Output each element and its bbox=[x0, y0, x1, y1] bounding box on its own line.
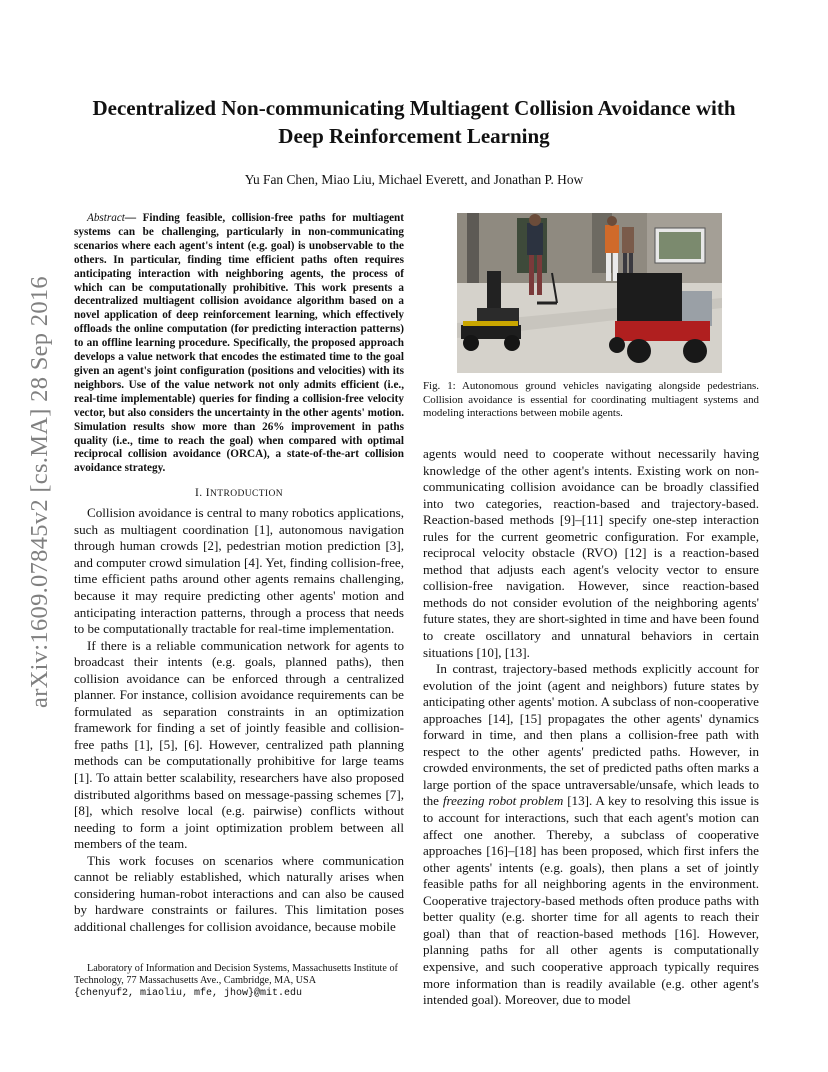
figure-1-photo bbox=[457, 213, 722, 373]
robots-photo-illustration bbox=[457, 213, 722, 373]
right-column-text bbox=[423, 446, 759, 1009]
section-name-rest: NTRODUCTION bbox=[210, 489, 284, 500]
paper-title: Decentralized Non-communicating Multiagent Collision Avoidance with Deep Reinforcement Learning bbox=[92, 96, 736, 148]
section-name-first: I bbox=[205, 487, 210, 500]
section-heading-introduction bbox=[74, 487, 404, 499]
abstract: Abstract— Finding feasible, collision-free paths for multiagent systems can be challenging, particularly in non-communicating scenarios where each agent's intent (e.g. goal) is unobservable to the others. In particular, finding time efficient paths often requires anticipating interaction with neighboring agents, the process of which can be computationally prohibitive. This work presents a decentralized multiagent collision avoidance algorithm based on a novel application of deep reinforcement learning, which effectively offloads the online computation (for predicting interaction patterns) to an offline learning procedure. Specifically, the proposed approach develops a value network that encodes the estimated time to the goal given an agent's joint configuration (positions and velocities) with its neighbors. Use of the value network not only admits efficient (i.e., real-time implementable) queries for finding a collision-free velocity vector, but also considers the uncertainty in the other agents' motion. Simulation results show more than 26% improvement in paths quality (i.e., time to reach the goal) when compared with optimal reciprocal collision avoidance (ORCA), a state-of-the-art collision avoidance strategy. bbox=[74, 212, 405, 475]
left-column bbox=[74, 212, 404, 935]
right-paragraph-2-end: [13]. A key to resolving this issue is to account for interactions, such that each agent's motion can affect one another. Thereby, a subclass of cooperative approaches [16]–[18] has been proposed, which first infers the other agents' intents (e.g. goals), then plans a set of jointly feasible paths for all neighboring agents in the environment. Cooperative trajectory-based methods often produce paths with better quality (e.g. shorter time for all agents to reach their goal) than that of reaction-based methods [16]. However, planning paths for all other agents is computationally expensive, and such cooperative approach typically requires more information than is readily available (e.g. other agent's intended goal). Moreover, due to model bbox=[423, 793, 759, 1008]
section-number: I. bbox=[194, 487, 203, 500]
arxiv-stamp bbox=[20, 262, 60, 722]
affiliation-emails: {chenyuf2, miaoliu, mfe, jhow}@mit.edu bbox=[74, 987, 303, 999]
affiliation-footnote bbox=[74, 963, 404, 1000]
intro-paragraph-1: Collision avoidance is central to many robotics applications, such as multiagent coordination [1], autonomous navigation through human crowds [2], pedestrian motion prediction [3], and computer crowd simulation [4]. Yet, finding collision-free, time efficient paths around other agents remains challenging, because it may require predicting other agents' motion and anticipating interaction patterns, through a process that needs to be computationally tractable for real-time implementation. bbox=[74, 505, 404, 637]
paper-authors: Yu Fan Chen, Miao Liu, Michael Everett, and Jonathan P. How bbox=[244, 172, 584, 187]
freezing-robot-term: freezing robot problem bbox=[442, 793, 564, 809]
right-paragraph-2 bbox=[423, 661, 759, 1008]
arxiv-stamp-text: arXiv:1609.07845v2 [cs.MA] 28 Sep 2016 bbox=[26, 276, 53, 708]
figure-1-caption: Fig. 1: Autonomous ground vehicles navigating alongside pedestrians. Collision avoidance is essential for coordinating multiagent systems and modeling interactions between mobile agents. bbox=[423, 380, 759, 420]
intro-paragraph-3: This work focuses on scenarios where communication cannot be reliably established, which naturally arises when considering human-robot interactions and can also be caused by hardware constraints or failures. This limitation poses additional challenges for collision avoidance, because mobile bbox=[74, 852, 404, 934]
right-paragraph-2-start: In contrast, trajectory-based methods explicitly account for evolution of the joint (agent and neighbors) future states by anticipating other agents' motion. A subclass of non-cooperative approaches [14], [15] propagates the other agents' dynamics forward in time, and then plans a collision-free path with respect to the other agents' predicted paths. However, in crowded environments, the set of predicted paths often marks a large portion of the space untraversable/unsafe, which leads to the bbox=[423, 661, 759, 809]
intro-paragraph-2: If there is a reliable communication network for agents to broadcast their intents (e.g. goals, planned paths), then collision avoidance can be enforced through a centralized planner. For instance, collision avoidance requirements can be formulated as separation constraints in an optimization framework for finding a set of jointly feasible and collision-free paths [1], [5], [6]. However, centralized path planning methods can be computationally prohibitive for large teams [1]. To attain better scalability, researchers have also proposed distributed algorithms based on message-passing schemes [7], [8], which resolve local (e.g. pairwise) conflicts without needing to form a joint optimization problem between all members of the team. bbox=[74, 637, 404, 852]
right-paragraph-1: agents would need to cooperate without necessarily having knowledge of the other agent's intents. Existing work on non-communicating collision avoidance can be broadly classified into two categories, reaction-based and trajectory-based. Reaction-based methods [9]–[11] specify one-step interaction rules for the current geometric configuration. For example, reciprocal velocity obstacle (RVO) [12] is a reaction-based method that adjusts each agent's velocity vector to ensure collision-free navigation. However, since reaction-based methods do not consider evolution of the neighboring agents' future states, they are short-sighted in time and have been found to create oscillatory and unnatural behaviors in certain situations [10], [13]. bbox=[423, 446, 759, 660]
abstract-text: Finding feasible, collision-free paths for multiagent systems can be challenging, particularly in non-communicating scenarios where each agent's intent (e.g. goal) is unobservable to the others. In particular, finding time efficient paths often requires anticipating interaction with neighboring agents, the process of which can be computationally prohibitive. This work presents a decentralized multiagent collision avoidance algorithm based on a novel application of deep reinforcement learning, which effectively offloads the online computation (for predicting interaction patterns) to an offline learning procedure. Specifically, the proposed approach develops a value network that encodes the estimated time to the goal given an agent's joint configuration (positions and velocities) with its neighbors. Use of the value network not only admits efficient (i.e., real-time implementable) queries for finding a collision-free velocity vector, but also considers the uncertainty in the other agents' motion. Simulation results show more than 26% improvement in paths quality (i.e., time to reach the goal) when compared with optimal reciprocal collision avoidance (ORCA), a state-of-the-art collision avoidance strategy. bbox=[74, 212, 405, 475]
abstract-label: Abstract bbox=[87, 212, 125, 224]
affiliation-text: Laboratory of Information and Decision Systems, Massachusetts Institute of Technology, 77 Massachusetts Ave., Cambridge, MA, USA bbox=[74, 963, 398, 987]
